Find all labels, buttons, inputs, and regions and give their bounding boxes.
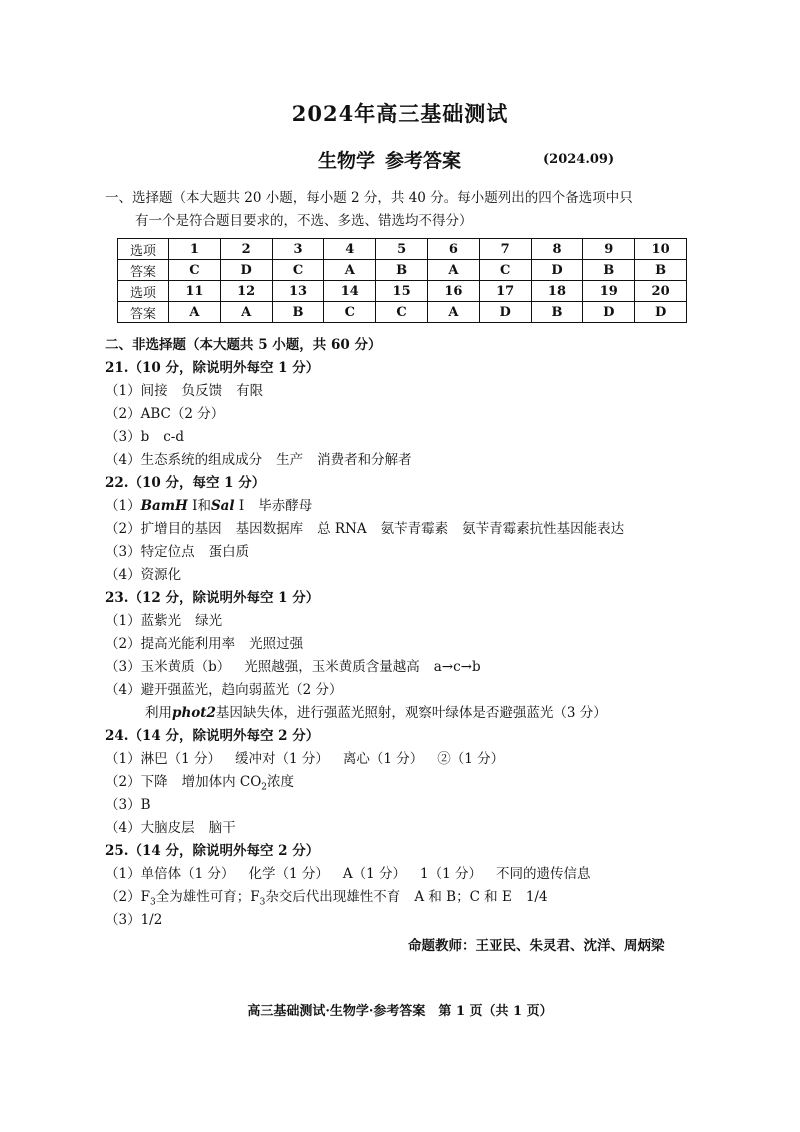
question-number: 9 xyxy=(583,239,635,260)
section1-heading-line1: 一、选择题（本大题共 20 小题，每小题 2 分，共 40 分。每小题列出的四个备选项中只 xyxy=(105,190,633,206)
answer-part: 利用 xyxy=(145,705,172,721)
answer-label: （1） xyxy=(105,751,141,767)
question-number: 6 xyxy=(427,239,479,260)
answer-part: 有限 xyxy=(236,383,264,399)
question-number: 18 xyxy=(531,281,583,302)
question-number: 7 xyxy=(479,239,531,260)
enzyme-name: Sal xyxy=(210,498,235,514)
q22-answer-3 xyxy=(105,543,249,561)
row-label: 答案 xyxy=(118,302,169,323)
q22-header: 22.（10 分，每空 1 分） xyxy=(105,475,266,491)
question-number: 1 xyxy=(169,239,221,260)
answer-cell: C xyxy=(169,260,221,281)
answer-cell: B xyxy=(531,302,583,323)
answer-part: 扩增目的基因 xyxy=(140,521,222,537)
answer-cell: B xyxy=(376,260,428,281)
subtitle xyxy=(318,146,461,173)
answer-part: 特定位点 xyxy=(140,544,195,560)
teacher-credits: 命题教师：王亚民、朱灵君、沈洋、周炳梁 xyxy=(408,938,665,954)
q25-answer-2 xyxy=(105,888,548,912)
q24-answer-1 xyxy=(105,750,504,768)
answer-cell: C xyxy=(479,260,531,281)
answer-part: 大脑皮层 xyxy=(140,820,195,836)
answer-label: （2） xyxy=(105,521,141,537)
answer-part: 生态系统的组成成分 xyxy=(140,452,263,468)
answer-part: 光照过强 xyxy=(249,636,304,652)
gene-name: phot2 xyxy=(172,705,216,721)
table-row xyxy=(118,239,687,260)
answer-cell: D xyxy=(583,302,635,323)
answer-part: 淋巴（1 分） xyxy=(140,751,221,767)
answer-cell: C xyxy=(376,302,428,323)
answer-part: 绿光 xyxy=(195,613,223,629)
answer-cell: A xyxy=(427,302,479,323)
answer-part: 负反馈 xyxy=(181,383,223,399)
answer-part: 提高光能利用率 xyxy=(140,636,236,652)
answer-part: 脑干 xyxy=(208,820,236,836)
answer-part: 下降 xyxy=(140,774,168,790)
answer-part: c-d xyxy=(163,429,185,445)
answer-label: （1） xyxy=(105,383,141,399)
answer-cell: B xyxy=(635,260,687,281)
answer-label: （3） xyxy=(105,429,141,445)
question-number: 11 xyxy=(169,281,221,302)
answer-part: 不同的遗传信息 xyxy=(496,866,591,882)
answer-part: A（1 分） xyxy=(342,866,407,882)
answer-cell: D xyxy=(531,260,583,281)
answer-part: 增加体内 CO xyxy=(181,774,262,790)
q22-answer-2 xyxy=(105,520,624,538)
question-number: 4 xyxy=(324,239,376,260)
answer-label: （1） xyxy=(105,866,141,882)
page-title: 2024年高三基础测试 xyxy=(291,101,509,126)
answer-part: a→c→b xyxy=(433,659,481,675)
conjunction: 和 xyxy=(197,498,211,514)
subscript: 3 xyxy=(149,897,156,908)
q21-answer-4 xyxy=(105,451,412,469)
row-label: 选项 xyxy=(118,239,169,260)
answer-part: 化学（1 分） xyxy=(248,866,329,882)
exam-date: (2024.09) xyxy=(543,152,615,167)
roman-numeral: Ⅰ xyxy=(192,498,198,514)
q25-answer-3: （3）1/2 xyxy=(105,912,163,928)
answer-part: 蛋白质 xyxy=(208,544,250,560)
q23-answer-1 xyxy=(105,612,222,630)
q25-header: 25.（14 分，除说明外每空 2 分） xyxy=(105,843,320,859)
answer-part: b xyxy=(140,429,150,445)
q24-answer-4 xyxy=(105,819,236,837)
answer-part: 全为雄性可育；F xyxy=(155,889,260,905)
q23-header: 23.（12 分，除说明外每空 1 分） xyxy=(105,590,320,606)
answer-part: 1（1 分） xyxy=(420,866,482,882)
q21-answer-2: （2）ABC（2 分） xyxy=(105,406,225,422)
q23-answer-2 xyxy=(105,635,303,653)
answer-part: 蓝紫光 xyxy=(140,613,182,629)
answer-label: （1） xyxy=(105,498,141,514)
question-number: 17 xyxy=(479,281,531,302)
answer-cell: D xyxy=(479,302,531,323)
question-number: 19 xyxy=(583,281,635,302)
answer-part: 杂交后代出现雄性不育 xyxy=(265,889,401,905)
answer-cell: B xyxy=(583,260,635,281)
answer-part: F xyxy=(140,889,150,905)
section1-heading-line2: 有一个是符合题目要求的，不选、多选、错选均不得分） xyxy=(135,213,473,229)
answer-label: （3） xyxy=(105,544,141,560)
answer-cell: D xyxy=(635,302,687,323)
answer-part: A 和 B；C 和 E xyxy=(414,889,512,905)
answer-part: 基因数据库 xyxy=(235,521,304,537)
answer-part: 毕赤酵母 xyxy=(258,498,313,514)
answer-part: 消费者和分解者 xyxy=(317,452,412,468)
table-row xyxy=(118,302,687,323)
answer-cell: A xyxy=(427,260,479,281)
question-number: 15 xyxy=(376,281,428,302)
answer-cell: C xyxy=(272,260,324,281)
question-number: 2 xyxy=(220,239,272,260)
q24-answer-3: （3）B xyxy=(105,797,151,813)
answer-part: 单倍体（1 分） xyxy=(140,866,235,882)
answer-label: （2） xyxy=(105,889,141,905)
answer-label: （4） xyxy=(105,452,141,468)
enzyme-name: BamH xyxy=(140,498,188,514)
answer-part: ②（1 分） xyxy=(437,751,505,767)
answer-part: 氨苄青霉素 xyxy=(380,521,449,537)
row-label: 选项 xyxy=(118,281,169,302)
table-row xyxy=(118,281,687,302)
q24-answer-2 xyxy=(105,773,294,797)
answer-cell: D xyxy=(220,260,272,281)
subscript: 2 xyxy=(261,782,268,793)
answer-part: 缓冲对（1 分） xyxy=(234,751,329,767)
answer-part: 氨苄青霉素抗性基因能表达 xyxy=(462,521,625,537)
question-number: 10 xyxy=(635,239,687,260)
answer-part: 基因缺失体，进行强蓝光照射，观察叶绿体是否避强蓝光（3 分） xyxy=(215,705,607,721)
q21-header: 21.（10 分，除说明外每空 1 分） xyxy=(105,360,320,376)
answer-label: （3） xyxy=(105,659,141,675)
q23-answer-4: （4）避开强蓝光，趋向弱蓝光（2 分） xyxy=(105,682,343,698)
q23-answer-3 xyxy=(105,658,481,676)
document-type: 参考答案 xyxy=(385,150,462,172)
answer-part: 离心（1 分） xyxy=(342,751,424,767)
answer-label: （2） xyxy=(105,774,141,790)
answer-part: 1/4 xyxy=(525,889,548,905)
question-number: 12 xyxy=(220,281,272,302)
q22-answer-4: （4）资源化 xyxy=(105,567,182,583)
question-number: 13 xyxy=(272,281,324,302)
subject-name: 生物学 xyxy=(318,150,376,172)
question-number: 8 xyxy=(531,239,583,260)
answer-cell: C xyxy=(324,302,376,323)
answer-cell: A xyxy=(220,302,272,323)
answer-label: （4） xyxy=(105,820,141,836)
q25-answer-1 xyxy=(105,865,591,883)
answer-part: 光照越强，玉米黄质含量越高 xyxy=(244,659,420,675)
answer-label: （1） xyxy=(105,613,141,629)
answer-part: 总 RNA xyxy=(317,521,367,537)
subscript: 3 xyxy=(259,897,266,908)
row-label: 答案 xyxy=(118,260,169,281)
answer-cell: B xyxy=(272,302,324,323)
answer-part: 玉米黄质（b） xyxy=(140,659,231,675)
question-number: 16 xyxy=(427,281,479,302)
question-number: 20 xyxy=(635,281,687,302)
page-footer: 高三基础测试·生物学·参考答案 第 1 页（共 1 页） xyxy=(247,1004,553,1019)
answer-cell: A xyxy=(169,302,221,323)
answer-part: 生产 xyxy=(276,452,304,468)
answer-cell: A xyxy=(324,260,376,281)
roman-numeral: Ⅰ xyxy=(238,498,245,514)
q24-header: 24.（14 分，除说明外每空 2 分） xyxy=(105,728,320,744)
q21-answer-3 xyxy=(105,428,184,446)
answer-part: 间接 xyxy=(140,383,168,399)
question-number: 5 xyxy=(376,239,428,260)
q22-answer-1 xyxy=(105,497,312,515)
q21-answer-1 xyxy=(105,382,263,400)
answer-table xyxy=(117,238,687,323)
question-number: 3 xyxy=(272,239,324,260)
section2-heading: 二、非选择题（本大题共 5 小题，共 60 分） xyxy=(105,337,382,353)
question-number: 14 xyxy=(324,281,376,302)
table-row xyxy=(118,260,687,281)
q23-answer-4-cont xyxy=(145,704,607,722)
answer-label: （2） xyxy=(105,636,141,652)
answer-part: 浓度 xyxy=(267,774,295,790)
